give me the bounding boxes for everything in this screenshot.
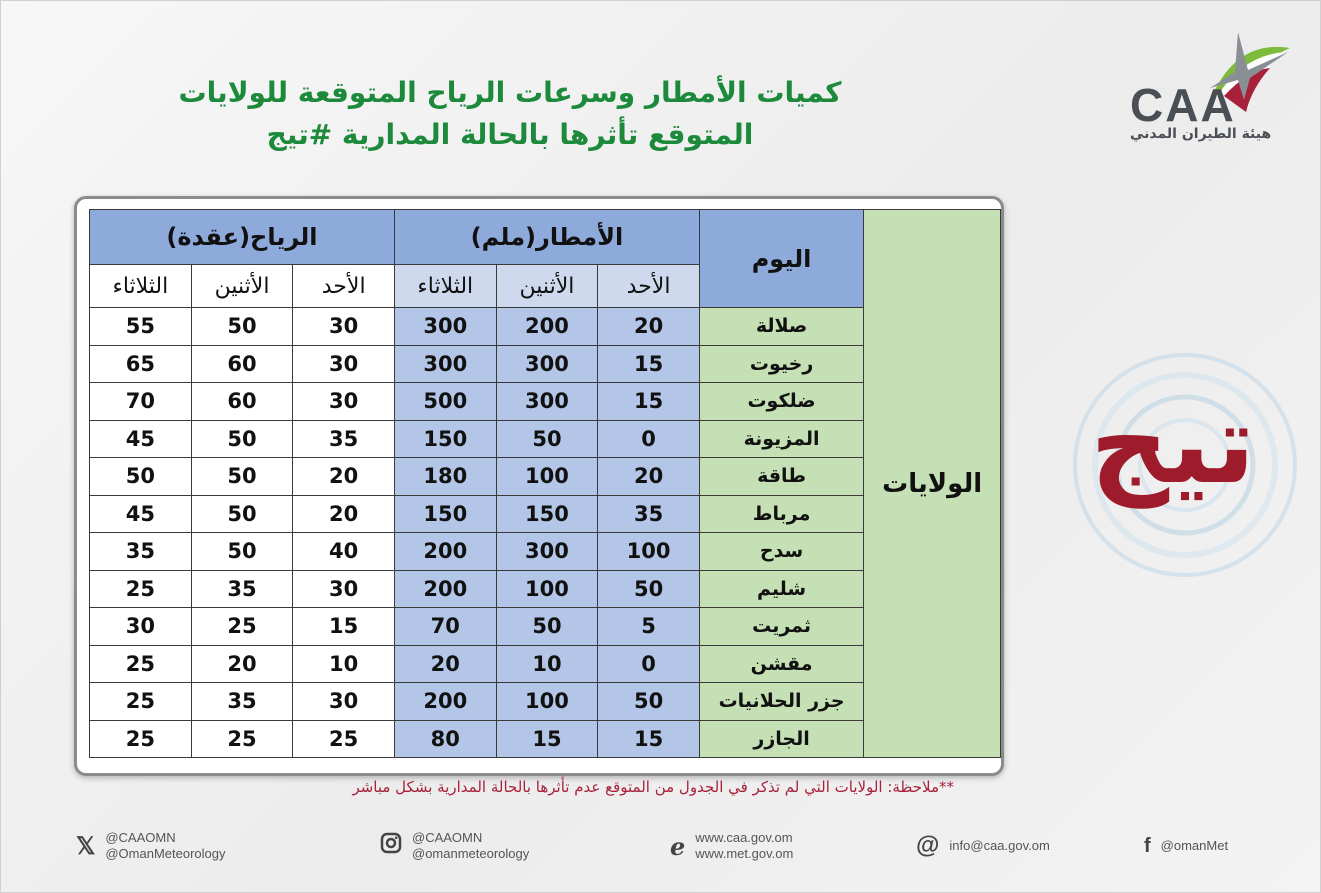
- rain-value: 15: [598, 345, 700, 383]
- wind-value: 20: [293, 495, 395, 533]
- rain-value: 20: [598, 458, 700, 496]
- rain-value: 300: [496, 345, 598, 383]
- wind-value: 10: [293, 645, 395, 683]
- wind-header: الرياح(عقدة): [90, 210, 395, 265]
- title-line-1: كميات الأمطار وسرعات الرياح المتوقعة للولايات: [178, 76, 842, 109]
- state-name: ضلكوت: [699, 383, 863, 421]
- wind-value: 55: [90, 308, 192, 346]
- rain-value: 35: [598, 495, 700, 533]
- rain-day-sunday: الأحد: [598, 265, 700, 308]
- rain-value: 300: [394, 308, 496, 346]
- wind-value: 50: [191, 533, 293, 571]
- state-name: طاقة: [699, 458, 863, 496]
- rain-value: 0: [598, 420, 700, 458]
- x-handle-1: @CAAOMN: [105, 830, 176, 845]
- instagram-icon: [380, 832, 402, 861]
- state-name: المزيونة: [699, 420, 863, 458]
- web-url-1: www.caa.gov.om: [695, 830, 793, 845]
- wind-value: 25: [191, 720, 293, 758]
- rain-value: 80: [394, 720, 496, 758]
- footer-web[interactable]: [670, 826, 793, 866]
- rain-value: 150: [394, 495, 496, 533]
- rain-value: 100: [496, 683, 598, 721]
- wind-value: 65: [90, 345, 192, 383]
- state-name: جزر الحلانيات: [699, 683, 863, 721]
- wind-value: 35: [293, 420, 395, 458]
- rain-value: 200: [394, 570, 496, 608]
- at-sign-icon: @: [916, 832, 940, 859]
- wind-value: 30: [293, 345, 395, 383]
- rain-value: 0: [598, 645, 700, 683]
- rain-value: 150: [394, 420, 496, 458]
- email-address: info@caa.gov.om: [949, 838, 1050, 853]
- state-name: شليم: [699, 570, 863, 608]
- wind-value: 50: [90, 458, 192, 496]
- rain-value: 50: [598, 570, 700, 608]
- rain-value: 50: [496, 420, 598, 458]
- states-label: الولايات: [864, 210, 1001, 758]
- rain-day-monday: الأثنين: [496, 265, 598, 308]
- state-name: ثمريت: [699, 608, 863, 646]
- rain-value: 500: [394, 383, 496, 421]
- rain-value: 15: [598, 720, 700, 758]
- rain-value: 50: [598, 683, 700, 721]
- logo-arabic-name: هيئة الطيران المدني: [1130, 126, 1272, 142]
- rain-value: 5: [598, 608, 700, 646]
- rain-value: 200: [496, 308, 598, 346]
- wind-value: 20: [191, 645, 293, 683]
- wind-value: 45: [90, 495, 192, 533]
- wind-value: 35: [191, 570, 293, 608]
- wind-value: 50: [191, 308, 293, 346]
- wind-value: 50: [191, 458, 293, 496]
- rain-value: 70: [394, 608, 496, 646]
- rain-value: 50: [496, 608, 598, 646]
- wind-value: 35: [191, 683, 293, 721]
- rain-value: 300: [496, 533, 598, 571]
- rain-value: 15: [598, 383, 700, 421]
- day-header: اليوم: [699, 210, 863, 308]
- footer-x[interactable]: [76, 826, 225, 866]
- web-url-2: www.met.gov.om: [695, 846, 794, 861]
- rain-value: 100: [598, 533, 700, 571]
- wind-value: 25: [90, 570, 192, 608]
- wind-value: 30: [293, 683, 395, 721]
- wind-value: 30: [90, 608, 192, 646]
- rain-value: 180: [394, 458, 496, 496]
- footer-facebook[interactable]: [1144, 826, 1228, 866]
- state-name: مقشن: [699, 645, 863, 683]
- wind-value: 25: [191, 608, 293, 646]
- wind-value: 25: [90, 645, 192, 683]
- wind-value: 30: [293, 383, 395, 421]
- logo-abbr: CAA: [1130, 79, 1236, 131]
- wind-value: 45: [90, 420, 192, 458]
- wind-value: 50: [191, 420, 293, 458]
- rain-day-tuesday: الثلاثاء: [394, 265, 496, 308]
- title-line-2: المتوقع تأثرها بالحالة المدارية #تيج: [266, 118, 754, 151]
- instagram-handle-1: @CAAOMN: [412, 830, 483, 845]
- rain-value: 200: [394, 533, 496, 571]
- footer-instagram[interactable]: [380, 826, 529, 866]
- wind-value: 25: [293, 720, 395, 758]
- wind-value: 20: [293, 458, 395, 496]
- x-handle-2: @OmanMeteorology: [105, 846, 226, 861]
- wind-value: 40: [293, 533, 395, 571]
- wind-day-monday: الأثنين: [191, 265, 293, 308]
- caa-logo: [1120, 30, 1295, 145]
- rain-value: 200: [394, 683, 496, 721]
- wind-day-sunday: الأحد: [293, 265, 395, 308]
- state-name: مرباط: [699, 495, 863, 533]
- wind-value: 30: [293, 570, 395, 608]
- rain-value: 100: [496, 570, 598, 608]
- x-icon: 𝕏: [76, 832, 96, 860]
- rain-value: 20: [598, 308, 700, 346]
- facebook-icon: f: [1144, 834, 1151, 857]
- forecast-table-panel: [74, 196, 1004, 776]
- instagram-handle-2: @omanmeteorology: [412, 846, 530, 861]
- rain-header: الأمطار(ملم): [394, 210, 699, 265]
- rain-value: 100: [496, 458, 598, 496]
- facebook-handle: @omanMet: [1160, 838, 1229, 853]
- web-browser-icon: e: [670, 831, 686, 861]
- rain-value: 15: [496, 720, 598, 758]
- rain-value: 20: [394, 645, 496, 683]
- wind-value: 15: [293, 608, 395, 646]
- forecast-table: [89, 209, 1001, 758]
- wind-value: 60: [191, 383, 293, 421]
- rain-value: 300: [394, 345, 496, 383]
- rain-value: 10: [496, 645, 598, 683]
- wind-value: 35: [90, 533, 192, 571]
- wind-value: 25: [90, 683, 192, 721]
- state-name: صلالة: [699, 308, 863, 346]
- wind-value: 30: [293, 308, 395, 346]
- rain-value: 150: [496, 495, 598, 533]
- footnote: **ملاحظة: الولايات التي لم تذكر في الجدول من المتوقع عدم تأثرها بالحالة المدارية بشكل مباشر: [352, 778, 954, 796]
- state-name: الجازر: [699, 720, 863, 758]
- rain-value: 300: [496, 383, 598, 421]
- storm-name: تيج: [1090, 380, 1256, 508]
- footer-email[interactable]: [916, 826, 1050, 866]
- wind-value: 60: [191, 345, 293, 383]
- wind-value: 70: [90, 383, 192, 421]
- wind-value: 25: [90, 720, 192, 758]
- wind-value: 50: [191, 495, 293, 533]
- state-name: سدح: [699, 533, 863, 571]
- wind-day-tuesday: الثلاثاء: [90, 265, 192, 308]
- state-name: رخيوت: [699, 345, 863, 383]
